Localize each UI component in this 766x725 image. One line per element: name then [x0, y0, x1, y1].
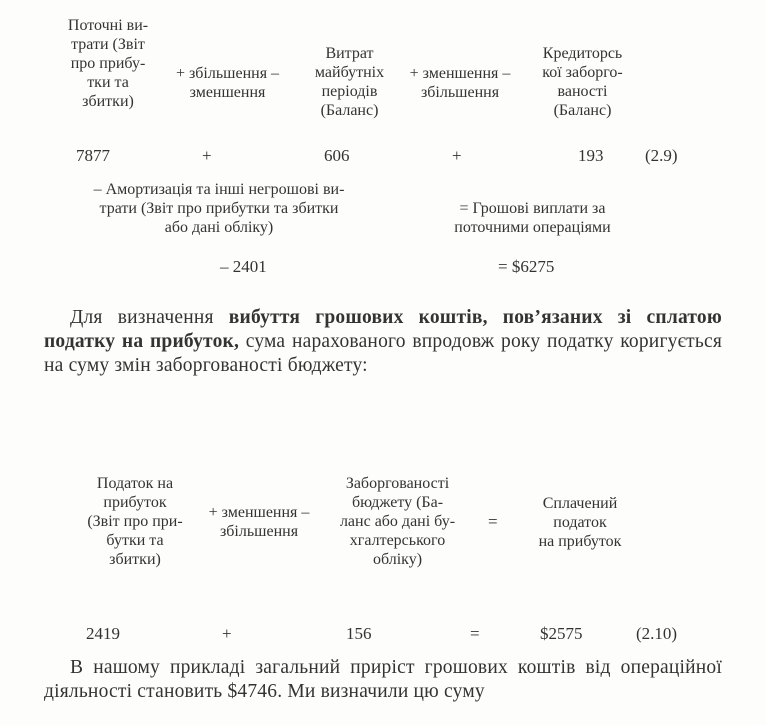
- formula2-val2: 156: [346, 624, 372, 643]
- paragraph-operating-cash: В нашому прикладі загальний приріст грошових коштів від операційної діяльності становить $4746. Ми визначили цю суму: [44, 657, 722, 702]
- formula2-eq2: =: [470, 624, 480, 643]
- formula1-col1: Поточні ви- трати (Звіт про прибу- тки та збитки): [67, 17, 149, 110]
- formula2-plus1: +: [222, 624, 232, 643]
- formula2-eq: =: [488, 512, 498, 531]
- formula1-col2: Витрат майбутніх періодів (Баланс): [314, 45, 385, 119]
- formula1-result-left: – 2401: [220, 257, 267, 276]
- formula1-note-left: – Амортизація та інші негрошові ви- трати (Звіт про прибутки та збитки або дані обліку): [93, 181, 345, 236]
- formula1-val2: 606: [324, 146, 350, 165]
- formula2-col3: Сплачений податок на прибуток: [538, 495, 622, 550]
- formula2-op1: + зменшення – збільшення: [208, 504, 310, 540]
- formula2-eq-number: (2.10): [636, 624, 678, 643]
- formula1-plus2: +: [452, 146, 462, 165]
- formula1-val1: 7877: [76, 146, 110, 165]
- formula1-val3: 193: [578, 146, 604, 165]
- formula2-col1: Податок на прибуток (Звіт про при- бутки та збитки): [87, 475, 183, 568]
- formula1-note-right: = Грошові виплати за поточними операціями: [454, 200, 611, 236]
- formula1-op2: + зменшення – збільшення: [409, 65, 511, 101]
- formula1-op1: + збільшення –зменшення: [175, 65, 280, 101]
- formula1-col3: Кредиторсь кої заборго- ваності (Баланс): [542, 45, 623, 119]
- formula1-eq-number: (2.9): [645, 146, 678, 165]
- formula1-plus1: +: [202, 146, 212, 165]
- paragraph-cash-outflow-tax: Для визначення вибуття грошових коштів, пов’язаних зі сплатою податку на прибуток, сума нарахованого впродовж року податку коригується на суму змін заборгованості бюджету:: [44, 307, 722, 376]
- formula2-val3: $2575: [540, 624, 583, 643]
- formula2-col2: Заборгованості бюджету (Ба- ланс або дані бу- хгалтерського обліку): [339, 475, 456, 568]
- formula1-result-right: = $6275: [498, 257, 555, 276]
- formula2-val1: 2419: [86, 624, 120, 643]
